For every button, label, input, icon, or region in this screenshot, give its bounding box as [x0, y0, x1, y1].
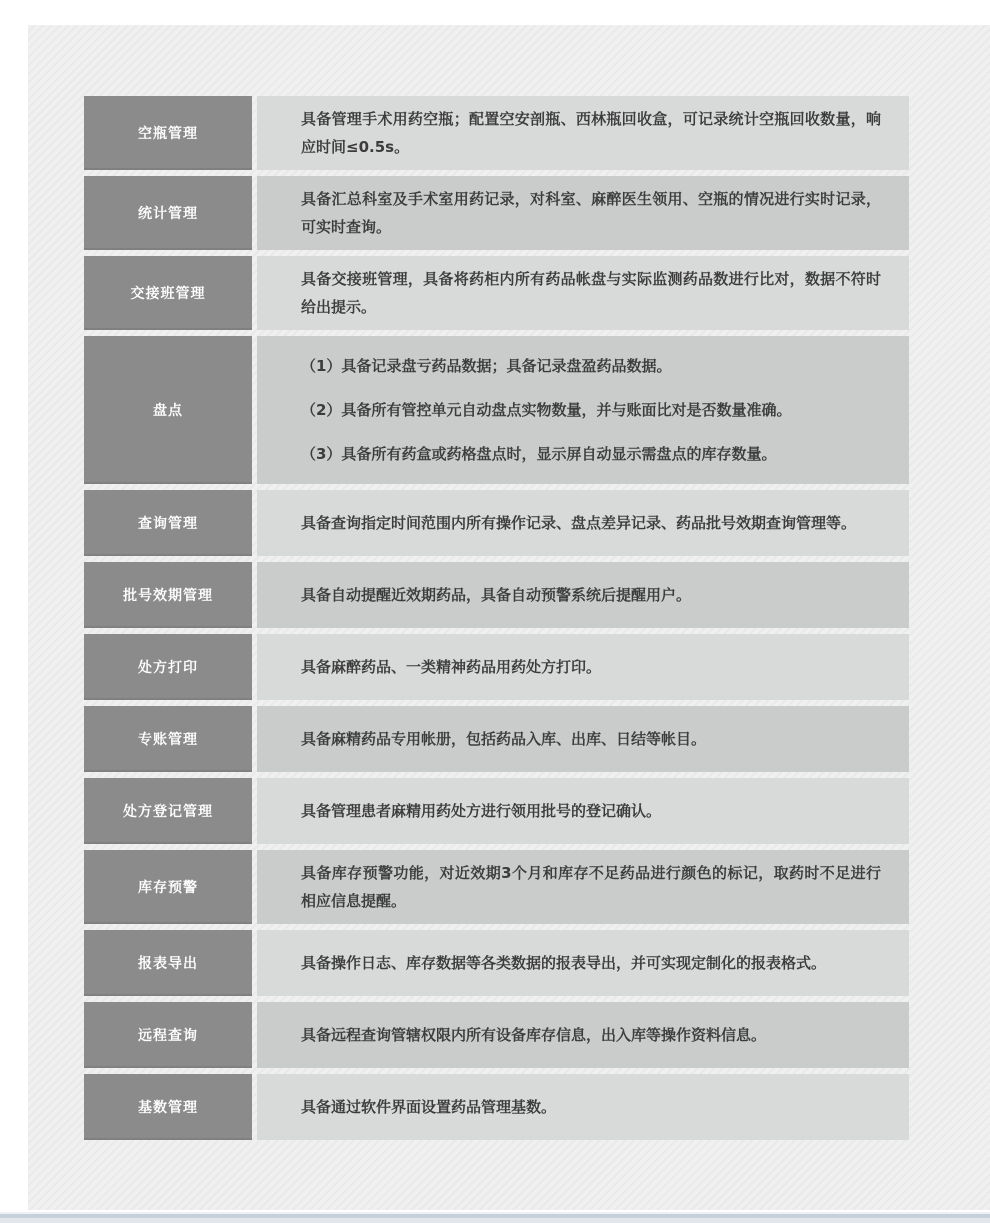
table-row [84, 490, 909, 556]
feature-description-text: 具备通过软件界面设置药品管理基数。 [301, 1098, 557, 1116]
feature-description-text: 具备库存预警功能，对近效期3个月和库存不足药品进行颜色的标记，取药时不足进行相应信息提醒。 [301, 864, 881, 910]
feature-description-cell [257, 706, 909, 772]
feature-description-cell [257, 634, 909, 700]
feature-description-cell [257, 562, 909, 628]
feature-name-cell: 统计管理 [84, 176, 252, 250]
feature-description-cell [257, 256, 909, 330]
feature-name-cell: 专账管理 [84, 706, 252, 772]
table-row [84, 96, 909, 170]
table-row [84, 256, 909, 330]
feature-description-cell [257, 96, 909, 170]
feature-description-text: 具备远程查询管辖权限内所有设备库存信息，出入库等操作资料信息。 [301, 1026, 767, 1044]
feature-description-text: 具备操作日志、库存数据等各类数据的报表导出，并可实现定制化的报表格式。 [301, 954, 827, 972]
feature-description-cell [257, 490, 909, 556]
feature-description-cell [257, 1002, 909, 1068]
table-row [84, 336, 909, 484]
table-row [84, 706, 909, 772]
feature-description-cell [257, 850, 909, 924]
feature-description-text: 具备查询指定时间范围内所有操作记录、盘点差异记录、药品批号效期查询管理等。 [301, 514, 857, 532]
feature-description-cell [257, 1074, 909, 1140]
feature-name-cell: 查询管理 [84, 490, 252, 556]
feature-description-text: 具备麻精药品专用帐册，包括药品入库、出库、日结等帐目。 [301, 730, 707, 748]
feature-description-text: 具备交接班管理，具备将药柜内所有药品帐盘与实际监测药品数进行比对，数据不符时给出提示。 [301, 270, 881, 316]
feature-name-cell: 基数管理 [84, 1074, 252, 1140]
table-row [84, 562, 909, 628]
feature-name-cell: 处方登记管理 [84, 778, 252, 844]
feature-description-text: 具备自动提醒近效期药品，具备自动预警系统后提醒用户。 [301, 586, 692, 604]
table-row [84, 930, 909, 996]
feature-name-cell: 批号效期管理 [84, 562, 252, 628]
table-row [84, 1074, 909, 1140]
feature-name-cell: 盘点 [84, 336, 252, 484]
feature-description-item: （1）具备记录盘亏药品数据；具备记录盘盈药品数据。 [301, 357, 672, 375]
feature-name-cell: 库存预警 [84, 850, 252, 924]
feature-description-text: 具备汇总科室及手术室用药记录，对科室、麻醉医生领用、空瓶的情况进行实时记录，可实时查询。 [301, 190, 881, 236]
feature-description-cell [257, 176, 909, 250]
table-row [84, 634, 909, 700]
table-row [84, 1002, 909, 1068]
feature-name-cell: 交接班管理 [84, 256, 252, 330]
feature-description-item: （2）具备所有管控单元自动盘点实物数量，并与账面比对是否数量准确。 [301, 401, 792, 419]
table-row [84, 778, 909, 844]
feature-description-text: 具备麻醉药品、一类精神药品用药处方打印。 [301, 658, 602, 676]
table-row [84, 176, 909, 250]
feature-name-cell: 处方打印 [84, 634, 252, 700]
feature-description-text: 具备管理患者麻精用药处方进行领用批号的登记确认。 [301, 802, 662, 820]
feature-name-cell: 空瓶管理 [84, 96, 252, 170]
feature-description-item: （3）具备所有药盒或药格盘点时，显示屏自动显示需盘点的库存数量。 [301, 445, 777, 463]
feature-name-cell: 远程查询 [84, 1002, 252, 1068]
feature-table [84, 96, 909, 1140]
feature-name-cell: 报表导出 [84, 930, 252, 996]
bottom-divider-fade [0, 1218, 990, 1223]
striped-card [28, 25, 990, 1210]
feature-description-cell [257, 930, 909, 996]
feature-description-cell [257, 778, 909, 844]
feature-description-cell [257, 336, 909, 484]
table-row [84, 850, 909, 924]
feature-description-text: 具备管理手术用药空瓶；配置空安剖瓶、西林瓶回收盒，可记录统计空瓶回收数量，响应时间≤0.5s。 [301, 110, 881, 156]
